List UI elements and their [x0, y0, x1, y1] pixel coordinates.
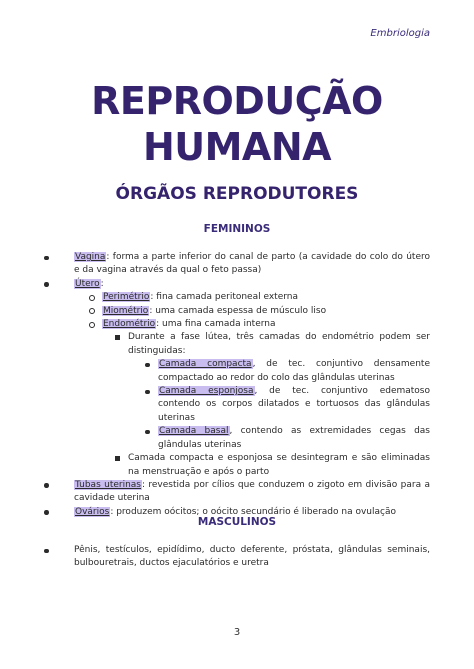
femininos-list — [44, 251, 430, 519]
list-item-camada-basal — [128, 425, 430, 452]
list-item-endometrio — [72, 318, 430, 331]
term-ovarios: Ovários — [75, 506, 110, 517]
list-item-masculinos: Pênis, testículos, epidídimo, ducto deferente, próstata, glândulas seminais, bulbouretrais, ductos ejaculatórios e uretra — [44, 544, 430, 571]
term-utero: Útero — [75, 278, 100, 289]
section-heading-masculinos: MASCULINOS — [197, 516, 277, 528]
title-line-1: REPRODUÇÃO — [91, 79, 383, 123]
desc-tubas: : revestida por cílios que conduzem o zigoto em divisão para a cavidade uterina — [74, 479, 430, 504]
desc-utero: : — [100, 278, 104, 289]
page-title — [0, 78, 474, 170]
desc-camada-basal: , contendo as extremidades cegas das glândulas uterinas — [158, 426, 430, 450]
list-item-vagina — [44, 251, 430, 278]
term-perimetrio: Perimétrio — [103, 292, 150, 303]
desc-miometrio: : uma camada espessa de músculo liso — [149, 305, 327, 316]
desc-camada-compacta: , de tec. conjuntivo densamente compactado ao redor do colo das glândulas uterinas — [158, 359, 430, 383]
masculinos-list — [44, 544, 430, 571]
list-item-utero — [44, 278, 430, 291]
term-miometrio: Miométrio — [103, 305, 149, 316]
list-item-camada-esponjosa — [128, 385, 430, 425]
term-endometrio: Endométrio — [103, 319, 156, 330]
list-item-desintegram — [102, 452, 430, 479]
text-fase-lutea: Durante a fase lútea, três camadas do endométrio podem ser distinguidas: — [128, 332, 430, 356]
list-item-miometrio — [72, 305, 430, 318]
desc-endometrio: : uma fina camada interna — [156, 319, 276, 330]
desc-perimetrio: : fina camada peritoneal externa — [150, 292, 299, 303]
term-tubas: Tubas uterinas — [75, 479, 141, 490]
section-heading-femininos: FEMININOS — [203, 223, 271, 235]
list-item-fase-lutea — [102, 331, 430, 358]
desc-vagina: : forma a parte inferior do canal de parto (a cavidade do colo do útero e da vagina através da qual o feto passa) — [74, 252, 430, 276]
list-item-camada-compacta — [128, 358, 430, 385]
term-camada-esponjosa: Camada esponjosa — [159, 386, 254, 397]
title-line-2: HUMANA — [142, 125, 332, 169]
list-item-tubas — [44, 479, 430, 506]
term-camada-basal: Camada basal — [159, 426, 229, 437]
desc-camada-esponjosa: , de tec. conjuntivo edematoso contendo os corpos dilatados e tortuosos das glândulas uterinas — [158, 386, 430, 423]
term-camada-compacta: Camada compacta — [159, 359, 252, 370]
text-desintegram: Camada compacta e esponjosa se desintegram e são eliminadas na menstruação e após o parto — [128, 453, 430, 477]
term-vagina: Vagina — [75, 252, 106, 262]
page-subtitle: ÓRGÃOS REPRODUTORES — [115, 184, 359, 204]
list-item-perimetrio — [72, 291, 430, 304]
desc-ovarios: : produzem oócitos; o oócito secundário é liberado na ovulação — [110, 506, 396, 517]
subject-header: Embriologia — [370, 28, 430, 39]
page-number: 3 — [233, 627, 241, 638]
